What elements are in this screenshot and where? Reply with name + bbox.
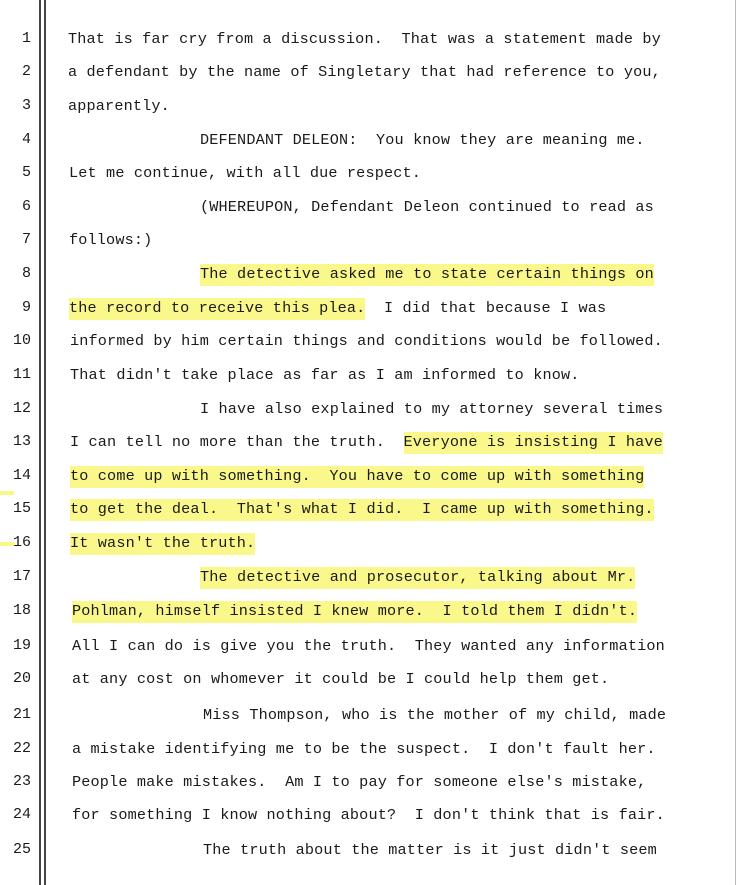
line-text xyxy=(72,773,646,791)
plain-text: Miss Thompson, who is the mother of my child, made xyxy=(203,706,667,724)
plain-text: a mistake identifying me to be the suspect. I don't fault her. xyxy=(72,740,656,758)
plain-text: Let me continue, with all due respect. xyxy=(69,164,422,182)
line-text xyxy=(70,433,663,451)
transcript-line xyxy=(0,433,740,467)
line-text xyxy=(200,131,645,149)
line-number: 21 xyxy=(12,706,31,723)
plain-text: That is far cry from a discussion. That was a statement made by xyxy=(68,30,661,48)
line-text xyxy=(72,602,637,620)
highlighted-text: It wasn't the truth. xyxy=(70,533,255,555)
plain-text: for something I know nothing about? I don't think that is fair. xyxy=(72,806,665,824)
transcript-line xyxy=(0,637,740,671)
transcript-line xyxy=(0,602,740,636)
line-text xyxy=(203,706,666,724)
line-number: 22 xyxy=(12,740,31,757)
highlighted-text: to come up with something. You have to come up with something xyxy=(70,466,644,488)
line-text xyxy=(68,30,661,48)
transcript-line xyxy=(0,332,740,366)
line-number: 13 xyxy=(12,433,31,450)
line-number: 4 xyxy=(21,131,31,148)
line-number: 25 xyxy=(12,841,31,858)
plain-text: I can tell no more than the truth. xyxy=(70,433,404,451)
plain-text: a defendant by the name of Singletary that had reference to you, xyxy=(68,63,661,81)
transcript-line xyxy=(0,467,740,501)
transcript-line xyxy=(0,164,740,198)
plain-text: The truth about the matter is it just didn't seem xyxy=(203,841,657,859)
transcript-line xyxy=(0,568,740,602)
line-number: 15 xyxy=(12,500,31,517)
line-text xyxy=(68,63,661,81)
line-text xyxy=(68,97,170,115)
line-number: 1 xyxy=(21,30,31,47)
line-number: 20 xyxy=(12,670,31,687)
transcript-line xyxy=(0,231,740,265)
highlighted-text: the record to receive this plea. xyxy=(69,298,365,320)
line-text xyxy=(72,806,665,824)
line-text xyxy=(72,637,665,655)
plain-text: informed by him certain things and conditions would be followed. xyxy=(70,332,663,350)
plain-text: I have also explained to my attorney several times xyxy=(200,400,664,418)
highlighted-text: Pohlman, himself insisted I knew more. I told them I didn't. xyxy=(72,601,637,623)
line-text xyxy=(70,332,663,350)
transcript-line xyxy=(0,97,740,131)
transcript-line xyxy=(0,534,740,568)
line-number: 18 xyxy=(12,602,31,619)
transcript-line xyxy=(0,706,740,740)
line-number: 2 xyxy=(21,63,31,80)
transcript-line xyxy=(0,366,740,400)
transcript-line xyxy=(0,63,740,97)
line-text xyxy=(200,568,635,586)
line-text xyxy=(72,740,656,758)
plain-text: at any cost on whomever it could be I could help them get. xyxy=(72,670,610,688)
line-text xyxy=(69,299,606,317)
line-text xyxy=(69,164,421,182)
transcript-line xyxy=(0,131,740,165)
plain-text: apparently. xyxy=(68,97,170,115)
transcript-line xyxy=(0,806,740,840)
line-number: 5 xyxy=(21,164,31,181)
transcript-line xyxy=(0,400,740,434)
line-number: 24 xyxy=(12,806,31,823)
transcript-line xyxy=(0,299,740,333)
line-number: 16 xyxy=(12,534,31,551)
line-text xyxy=(200,265,654,283)
line-text xyxy=(70,500,654,518)
line-text xyxy=(200,400,663,418)
highlighted-text: The detective asked me to state certain things on xyxy=(200,264,654,286)
highlighted-text: to get the deal. That's what I did. I came up with something. xyxy=(70,499,654,521)
highlighted-text: The detective and prosecutor, talking about Mr. xyxy=(200,567,635,589)
line-number: 7 xyxy=(21,231,31,248)
line-number: 14 xyxy=(12,467,31,484)
line-number: 19 xyxy=(12,637,31,654)
highlighted-text: Everyone is insisting I have xyxy=(404,432,663,454)
transcript-line xyxy=(0,30,740,64)
line-number: 3 xyxy=(21,97,31,114)
transcript-line xyxy=(0,265,740,299)
line-number: 8 xyxy=(21,265,31,282)
line-number: 23 xyxy=(12,773,31,790)
plain-text: I did that because I was xyxy=(365,299,607,317)
transcript-line xyxy=(0,198,740,232)
plain-text: DEFENDANT DELEON: You know they are meaning me. xyxy=(200,131,645,149)
line-text xyxy=(70,534,255,552)
plain-text: (WHEREUPON, Defendant Deleon continued to read as xyxy=(200,198,654,216)
line-number: 12 xyxy=(12,400,31,417)
plain-text: All I can do is give you the truth. They wanted any information xyxy=(72,637,665,655)
line-text xyxy=(70,467,644,485)
plain-text: People make mistakes. Am I to pay for someone else's mistake, xyxy=(72,773,647,791)
line-text xyxy=(69,231,152,249)
line-number: 9 xyxy=(21,299,31,316)
line-text xyxy=(203,841,657,859)
line-number: 17 xyxy=(12,568,31,585)
transcript-line xyxy=(0,500,740,534)
line-text xyxy=(72,670,609,688)
line-number: 6 xyxy=(21,198,31,215)
transcript-line xyxy=(0,841,740,875)
plain-text: That didn't take place as far as I am informed to know. xyxy=(70,366,580,384)
transcript-line xyxy=(0,773,740,807)
line-number: 10 xyxy=(12,332,31,349)
line-number: 11 xyxy=(12,366,31,383)
plain-text: follows:) xyxy=(69,231,153,249)
transcript-line xyxy=(0,740,740,774)
transcript-line xyxy=(0,670,740,704)
line-text xyxy=(200,198,654,216)
line-text xyxy=(70,366,580,384)
